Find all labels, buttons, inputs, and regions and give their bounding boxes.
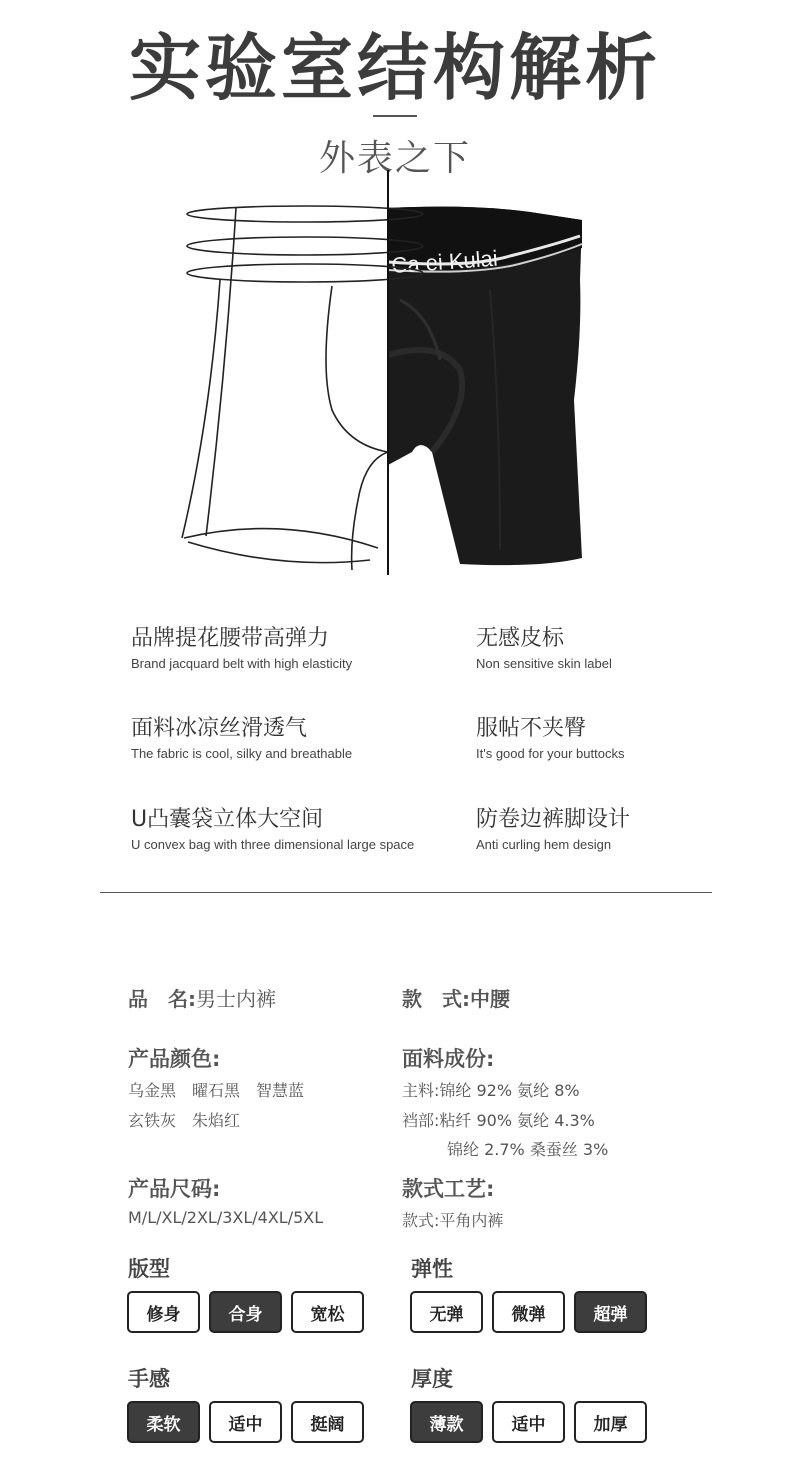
garment-sketch-half <box>182 206 423 570</box>
attr-elasticity-options <box>410 1291 647 1333</box>
feature-subtitle: It's good for your buttocks <box>476 746 625 761</box>
fit-option-slim[interactable]: 修身 <box>127 1291 200 1333</box>
feature-title: U凸囊袋立体大空间 <box>131 807 324 832</box>
material-line-1: 主料:锦纶 92% 氨纶 8% <box>402 1081 580 1100</box>
feature-label <box>476 621 612 671</box>
color-heading: 产品颜色: <box>128 1047 221 1071</box>
page-subtitle: 外表之下 <box>318 138 471 179</box>
size-heading: 产品尺码: <box>128 1177 221 1201</box>
garment-photo-half <box>388 207 582 565</box>
feature-fabric <box>131 711 352 761</box>
title-divider <box>373 115 417 117</box>
feel-option-medium[interactable]: 适中 <box>209 1401 282 1443</box>
fit-option-regular[interactable]: 合身 <box>209 1291 282 1333</box>
fit-option-loose[interactable]: 宽松 <box>291 1291 364 1333</box>
feature-fit <box>476 711 624 761</box>
thickness-option-medium[interactable]: 适中 <box>492 1401 565 1443</box>
spec-style <box>402 983 510 1012</box>
material-heading: 面料成份: <box>402 1047 495 1071</box>
attr-fit-options <box>127 1291 364 1333</box>
feature-waistband <box>131 621 352 671</box>
waistband-text: Ca ei Kulai <box>390 245 499 278</box>
feature-pouch <box>131 802 414 852</box>
feel-option-stiff[interactable]: 挺阔 <box>291 1401 364 1443</box>
spec-name <box>128 983 276 1012</box>
feature-subtitle: The fabric is cool, silky and breathable <box>131 746 353 761</box>
size-line: M/L/XL/2XL/3XL/4XL/5XL <box>128 1208 324 1227</box>
thickness-option-thick[interactable]: 加厚 <box>574 1401 647 1443</box>
attr-fit-title: 版型 <box>128 1257 170 1281</box>
color-line-1: 乌金黑 曜石黑 智慧蓝 <box>128 1081 305 1100</box>
elasticity-option-none[interactable]: 无弹 <box>410 1291 483 1333</box>
feel-option-soft[interactable]: 柔软 <box>127 1401 200 1443</box>
spec-style-label: 款 式: <box>402 987 470 1011</box>
feature-title: 服帖不夹臀 <box>476 716 587 741</box>
attr-elasticity-title: 弹性 <box>411 1257 453 1281</box>
feature-subtitle: Brand jacquard belt with high elasticity <box>131 656 353 671</box>
feature-title: 防卷边裤脚设计 <box>476 807 631 832</box>
thickness-option-thin[interactable]: 薄款 <box>410 1401 483 1443</box>
spec-style-value: 中腰 <box>470 987 510 1011</box>
feature-subtitle: Anti curling hem design <box>476 837 612 852</box>
spec-name-value: 男士内裤 <box>196 987 276 1011</box>
feature-title: 无感皮标 <box>476 626 565 651</box>
elasticity-option-super[interactable]: 超弹 <box>574 1291 647 1333</box>
page-title: 实验室结构解析 <box>128 26 661 110</box>
spec-name-label: 品 名: <box>128 987 196 1011</box>
elasticity-option-slight[interactable]: 微弹 <box>492 1291 565 1333</box>
feature-title: 品牌提花腰带高弹力 <box>131 626 330 651</box>
boxer-brief-figure <box>170 170 620 585</box>
color-line-2: 玄铁灰 朱焰红 <box>128 1111 241 1130</box>
feature-hem <box>476 802 630 852</box>
section-divider <box>100 892 712 893</box>
material-line-2: 裆部:粘纤 90% 氨纶 4.3% <box>402 1111 595 1130</box>
feature-title: 面料冰凉丝滑透气 <box>131 716 308 741</box>
attr-thickness-options <box>410 1401 647 1443</box>
feature-subtitle: Non sensitive skin label <box>476 656 612 671</box>
product-illustration <box>170 170 620 585</box>
craft-line: 款式:平角内裤 <box>402 1211 504 1230</box>
craft-heading: 款式工艺: <box>402 1177 495 1201</box>
attr-feel-options <box>127 1401 364 1443</box>
feature-subtitle: U convex bag with three dimensional large space <box>131 837 415 852</box>
material-line-3: 锦纶 2.7% 桑蚕丝 3% <box>447 1140 609 1159</box>
attr-feel-title: 手感 <box>128 1367 170 1391</box>
attr-thickness-title: 厚度 <box>411 1367 453 1391</box>
